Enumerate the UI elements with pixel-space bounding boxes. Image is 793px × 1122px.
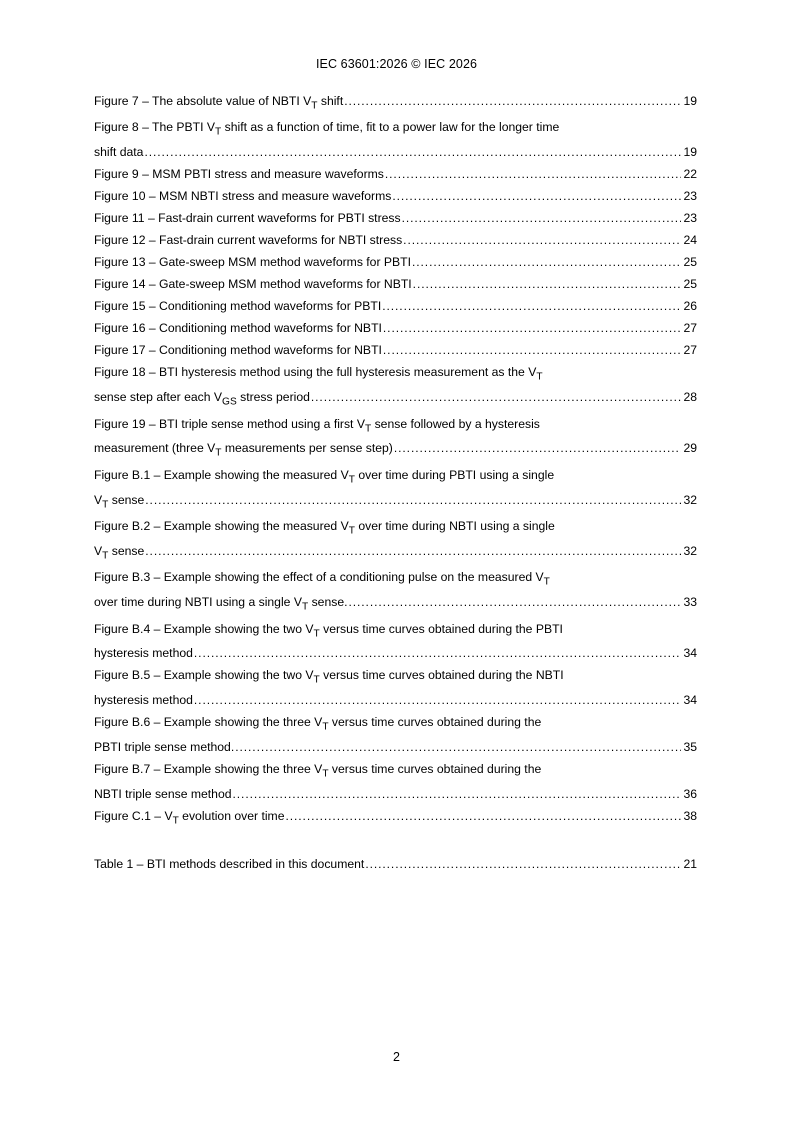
toc-page-number: 32 <box>683 543 697 558</box>
toc-page-number: 35 <box>683 740 697 755</box>
figure-toc-entry[interactable] <box>94 233 697 248</box>
toc-entry-line <box>94 441 697 460</box>
toc-entry-text: Figure B.4 – Example showing the two $V_T$ versus time curves obtained during the PBTI <box>94 621 563 640</box>
toc-page-number: 23 <box>683 211 697 226</box>
toc-page-number: 19 <box>683 94 697 108</box>
toc-entry-line <box>94 493 697 512</box>
toc-entry-text: hysteresis method <box>94 646 193 661</box>
toc-entry-text: Figure 12 – Fast-drain current waveforms for NBTI stress <box>94 233 403 248</box>
toc-entry-line <box>94 321 697 336</box>
toc-entry-line <box>94 740 697 755</box>
toc-entry-line <box>94 468 697 487</box>
toc-entry-line <box>94 120 697 139</box>
toc-entry-text: Figure 13 – Gate-sweep MSM method waveforms for PBTI <box>94 255 411 270</box>
toc-entry-text: Figure 7 – The absolute value of NBTI $V_T$ shift <box>94 94 344 112</box>
toc-entry-text: Figure 19 – BTI triple sense method using a first $V_T$ sense followed by a hysteresis <box>94 416 540 434</box>
toc-entry-line <box>94 787 697 802</box>
toc-entry-line <box>94 390 697 409</box>
toc-entry-line <box>94 646 697 661</box>
toc-entry-line <box>94 299 697 314</box>
toc-entry-line <box>94 570 697 589</box>
figure-toc-entry[interactable] <box>94 570 697 614</box>
toc-page-number: 19 <box>683 145 697 160</box>
dot-leader <box>412 255 681 270</box>
toc-entry-text: Figure $C.1 - V_T$ evolution over time <box>94 808 285 827</box>
toc-entry-text: $V_T$ sense <box>94 492 145 511</box>
toc-entry-line <box>94 365 697 384</box>
figure-toc-entry[interactable] <box>94 94 697 113</box>
toc-entry-text: Figure 9 – MSM PBTI stress and measure waveforms <box>94 167 384 182</box>
dot-leader <box>382 299 681 314</box>
toc-entry-text: Figure B.5 – Example showing the two $V_T$ versus time curves obtained during the NBTI <box>94 668 564 686</box>
figure-toc-entry[interactable] <box>94 343 697 358</box>
toc-entry-line <box>94 544 697 563</box>
toc-page-number: 38 <box>683 808 697 823</box>
page-number: 2 <box>393 1050 400 1064</box>
toc-entry-line <box>94 277 697 292</box>
figure-toc-entry[interactable] <box>94 189 697 204</box>
toc-entry-line <box>94 255 697 270</box>
toc-entry-line <box>94 693 697 708</box>
toc-entry-line <box>94 145 697 160</box>
toc-entry-line <box>94 668 697 687</box>
toc-page-number: 23 <box>683 189 697 204</box>
toc-entry-line <box>94 189 697 204</box>
toc-page-number: 29 <box>683 441 697 456</box>
toc-page-number: 27 <box>683 343 697 358</box>
toc-entry-text: Figure 18 – BTI hysteresis method using the full hysteresis measurement as the $V_T$ <box>94 365 543 383</box>
figure-toc-entry[interactable] <box>94 211 697 226</box>
toc-page-number: 27 <box>683 321 697 336</box>
toc-page-number: 25 <box>683 277 697 292</box>
toc-entry-text: Figure B.1 – Example showing the measured $V_T$ over time during PBTI using a single <box>94 467 555 486</box>
toc-entry-text: measurement (three $V_T$ measurements per sense step) <box>94 441 393 459</box>
dot-leader <box>383 343 681 358</box>
toc-entry-text: Figure 8 – The PBTI $V_T$ shift as a function of time, fit to a power law for the longer time <box>94 120 560 138</box>
dot-leader <box>285 809 681 824</box>
toc-entry-line <box>94 167 697 182</box>
dot-leader <box>394 441 681 456</box>
figure-toc-entry[interactable] <box>94 120 697 160</box>
figure-toc-entry[interactable] <box>94 668 697 708</box>
dot-leader <box>233 787 681 802</box>
toc-entry-line <box>94 94 697 113</box>
dot-leader <box>385 167 681 182</box>
toc-entry-text: sense step after each $V_{GS}$ stress period <box>94 390 310 408</box>
figure-toc-entry[interactable] <box>94 468 697 512</box>
toc-entry-line <box>94 233 697 248</box>
figure-toc-entry[interactable] <box>94 762 697 802</box>
dot-leader <box>145 544 681 559</box>
toc-page-number: 24 <box>683 233 697 248</box>
figure-toc-entry[interactable] <box>94 299 697 314</box>
toc-entry-text: Figure 14 – Gate-sweep MSM method waveforms for NBTI <box>94 277 412 292</box>
toc-page-number: 33 <box>683 595 697 610</box>
figure-toc-entry[interactable] <box>94 167 697 182</box>
figure-toc-entry[interactable] <box>94 365 697 409</box>
dot-leader <box>311 390 681 405</box>
figure-toc-entry[interactable] <box>94 255 697 270</box>
toc-entry-text: Figure 17 – Conditioning method waveforms for NBTI <box>94 343 382 358</box>
toc-entry-line <box>94 343 697 358</box>
table-toc-entry[interactable] <box>94 857 697 872</box>
toc-entry-line <box>94 622 697 641</box>
dot-leader <box>235 740 681 755</box>
figure-toc-entry[interactable] <box>94 321 697 336</box>
toc-page-number: 36 <box>683 786 697 801</box>
dot-leader <box>365 857 681 872</box>
toc-entry-text: Figure 10 – MSM NBTI stress and measure waveforms <box>94 189 392 204</box>
toc-entry-text: Figure 11 – Fast-drain current waveforms for PBTI stress <box>94 211 401 226</box>
toc-entry-text: Figure 15 – Conditioning method waveforms for PBTI <box>94 299 382 314</box>
toc-entry-text: Figure B.3 – Example showing the effect of a conditioning pulse on the measured $V_T$ <box>94 570 550 588</box>
toc-entry-text: PBTI triple sense method. <box>94 740 235 755</box>
dot-leader <box>194 646 681 661</box>
toc-entry-line <box>94 809 697 828</box>
toc-entry-line <box>94 417 697 436</box>
page-header: IEC 63601:2026 © IEC 2026 <box>315 57 478 71</box>
dot-leader <box>413 277 681 292</box>
dot-leader <box>392 189 681 204</box>
toc-page-number: 28 <box>683 390 697 405</box>
toc-entry-text: Figure B.7 – Example showing the three $V_T$ versus time curves obtained during the <box>94 762 542 780</box>
toc-entry-text: NBTI triple sense method <box>94 786 232 801</box>
dot-leader <box>344 94 681 109</box>
dot-leader <box>194 693 681 708</box>
toc-entry-text: over time during NBTI using a single $V_T$ sense. <box>94 595 348 613</box>
toc-page-number: 25 <box>683 255 697 270</box>
figure-toc-entry[interactable] <box>94 417 697 461</box>
figure-toc-entry[interactable] <box>94 519 697 563</box>
toc-entry-line <box>94 211 697 226</box>
dot-leader <box>145 493 681 508</box>
toc-entry-line <box>94 762 697 781</box>
toc-entry-text: Figure B.2 – Example showing the measured $V_T$ over time during NBTI using a single <box>94 519 555 537</box>
dot-leader <box>383 321 681 336</box>
dot-leader <box>144 145 681 160</box>
toc-entry-text: shift data <box>94 145 144 160</box>
figure-toc-entry[interactable] <box>94 277 697 292</box>
figure-toc-entry[interactable] <box>94 715 697 755</box>
toc-entry-text: Figure B.6 – Example showing the three $V_T$ versus time curves obtained during the <box>94 715 542 733</box>
toc-page-number: 34 <box>683 693 697 708</box>
toc-page-number: 22 <box>683 167 697 182</box>
toc-entry-text: $V_T$ sense <box>94 543 145 562</box>
dot-leader <box>402 211 681 226</box>
table-of-contents <box>94 94 697 872</box>
dot-leader <box>403 233 681 248</box>
toc-entry-text: Table 1 – BTI methods described in this document <box>94 857 365 872</box>
toc-entry-line <box>94 519 697 538</box>
toc-entry-line <box>94 857 697 872</box>
dot-leader <box>348 595 681 610</box>
figure-toc-entry[interactable] <box>94 809 697 828</box>
toc-page-number: 34 <box>683 646 697 661</box>
toc-page-number: 21 <box>683 857 697 872</box>
toc-entry-line <box>94 595 697 614</box>
toc-entry-text: hysteresis method <box>94 693 193 708</box>
toc-page-number: 26 <box>683 299 697 314</box>
toc-page-number: 32 <box>683 492 697 507</box>
toc-entry-text: Figure 16 – Conditioning method waveforms for NBTI <box>94 321 382 336</box>
figure-toc-entry[interactable] <box>94 622 697 662</box>
toc-entry-line <box>94 715 697 734</box>
